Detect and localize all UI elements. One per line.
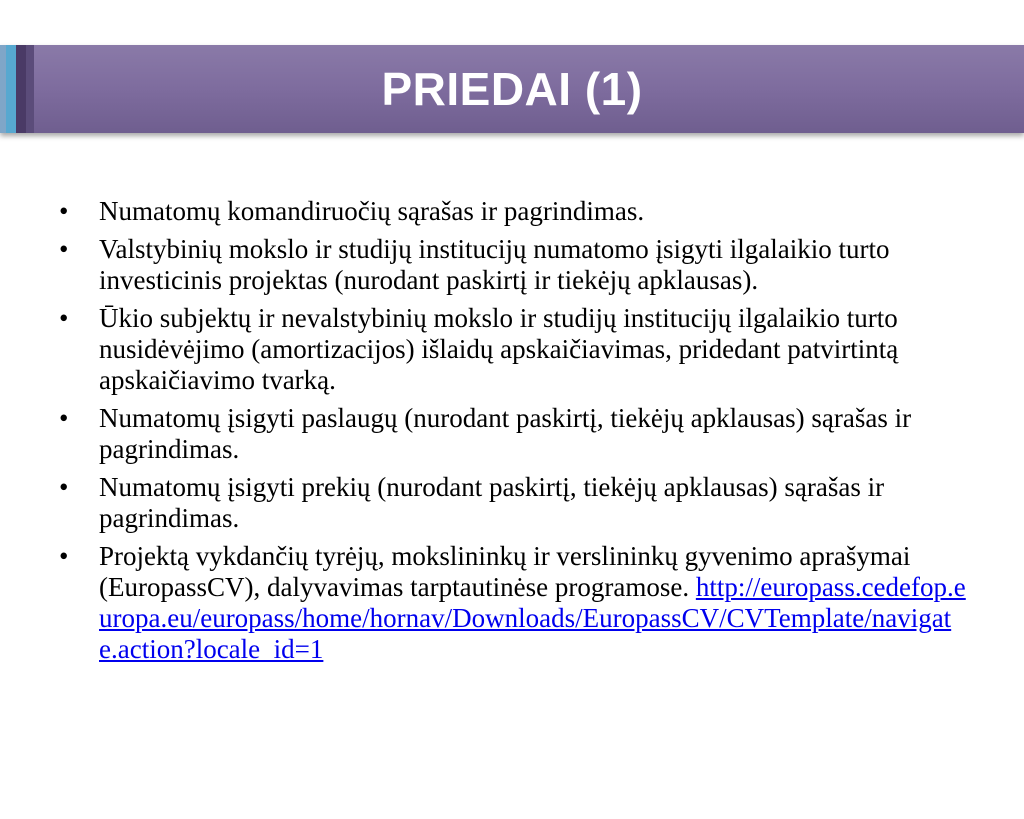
bullet-item-6 (56, 541, 966, 665)
bullet-text: Numatomų įsigyti paslaugų (nurodant paskirtį, tiekėjų apklausas) sąrašas ir pagrindimas. (99, 403, 912, 464)
bullet-icon: • (59, 196, 69, 226)
bullet-icon: • (59, 234, 69, 264)
bullet-icon: • (59, 403, 69, 433)
bullet-item-2 (56, 234, 966, 296)
bullet-text: Projektą vykdančių tyrėjų, mokslininkų ir verslininkų gyvenimo aprašymai (EuropassCV), dalyvavimas tarptautinėse programose. (99, 541, 911, 602)
bullet-text: Valstybinių mokslo ir studijų institucijų numatomo įsigyti ilgalaikio turto investicinis projektas (nurodant paskirtį ir tiekėjų apklausas). (99, 234, 890, 295)
bullet-text: Numatomų komandiruočių sąrašas ir pagrindimas. (99, 196, 645, 226)
slide-title: PRIEDAI (1) (381, 63, 643, 115)
bullet-list (56, 196, 966, 672)
bullet-text: Ūkio subjektų ir nevalstybinių mokslo ir studijų institucijų ilgalaikio turto nusidėvėjimo (amortizacijos) išlaidų apskaičiavimas, pridedant patvirtintą apskaičiavimo tvarką. (99, 303, 899, 395)
bullet-icon: • (59, 541, 69, 571)
bullet-item-5 (56, 472, 966, 534)
bullet-text: Numatomų įsigyti prekių (nurodant paskirtį, tiekėjų apklausas) sąrašas ir pagrindimas. (99, 472, 885, 533)
bullet-item-1 (56, 196, 966, 227)
bullet-item-3 (56, 303, 966, 396)
europass-link[interactable]: http://europass.cedefop.europa.eu/europass/home/hornav/Downloads/EuropassCV/CVTemplate/navigate.action?locale_id=1 (99, 572, 966, 664)
bullet-icon: • (59, 303, 69, 333)
bullet-item-4 (56, 403, 966, 465)
bullet-icon: • (59, 472, 69, 502)
